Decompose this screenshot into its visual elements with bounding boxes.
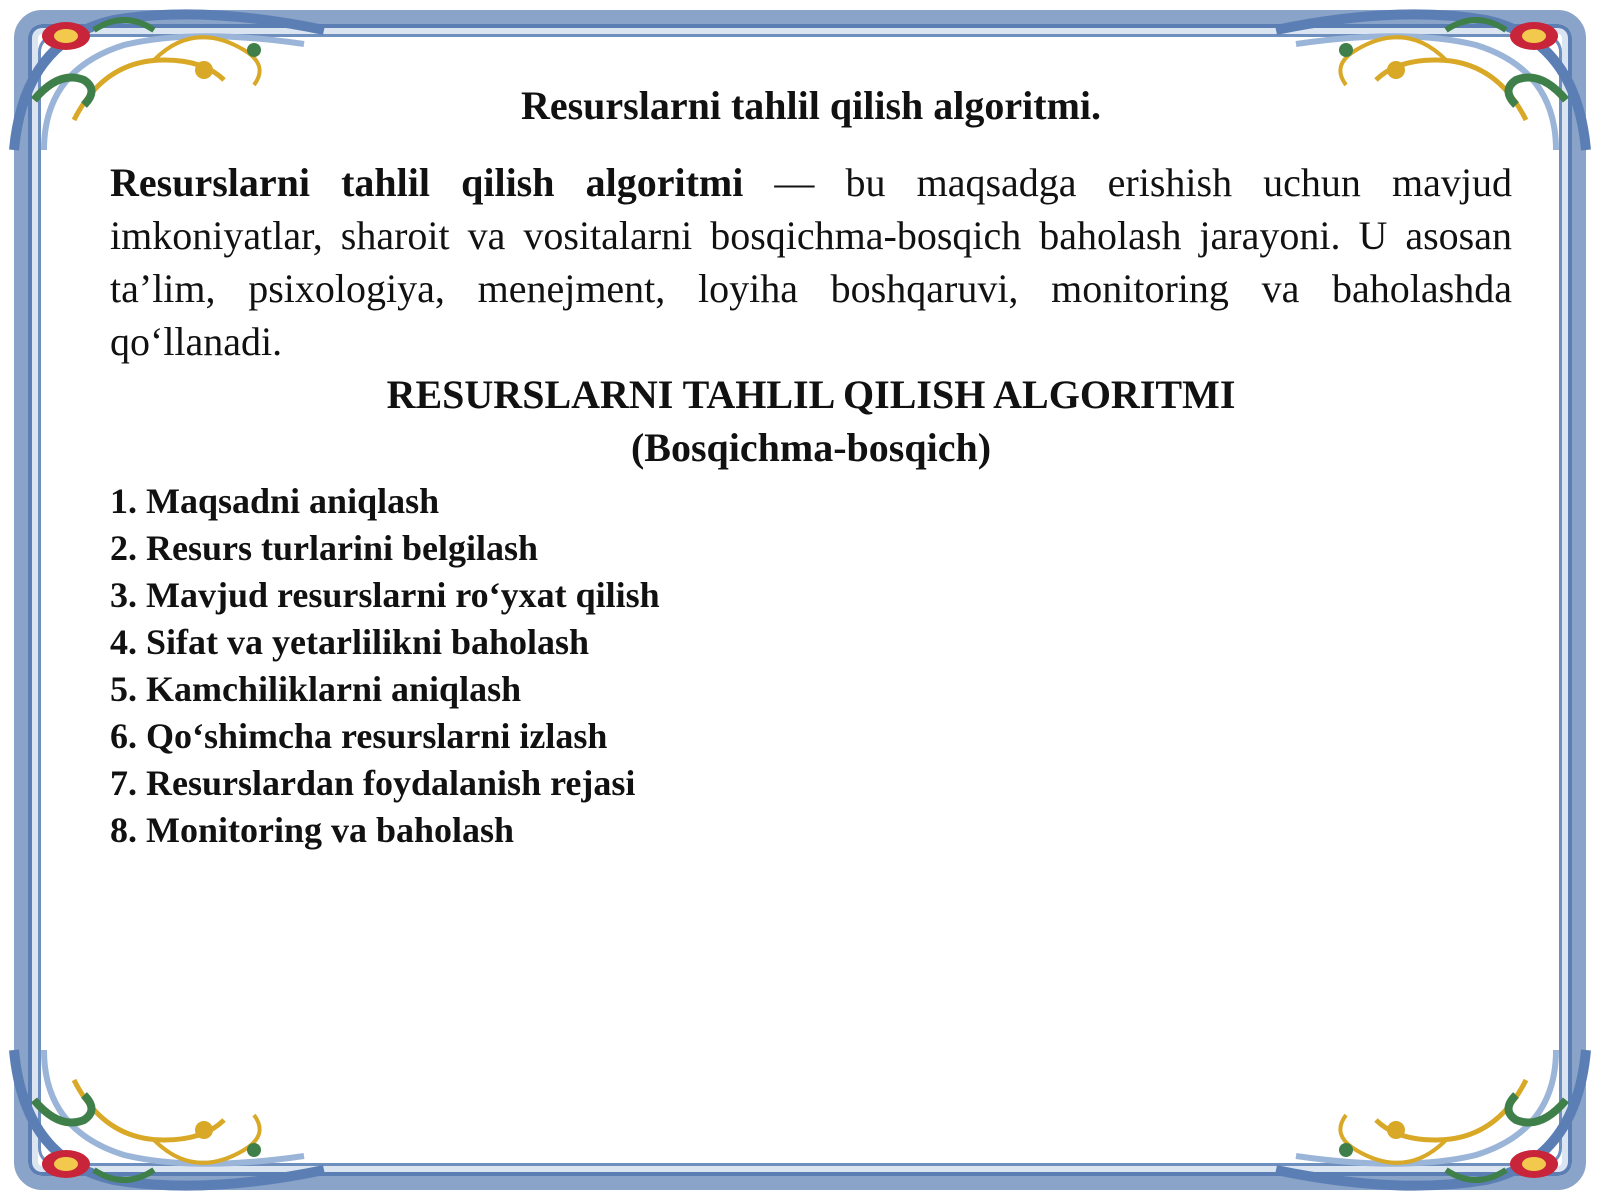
list-item: 6. Qo‘shimcha resurslarni izlash (110, 716, 608, 756)
list-item: 3. Mavjud resurslarni ro‘yxat qilish (110, 575, 660, 615)
list-item: 8. Monitoring va baholash (110, 810, 515, 850)
algorithm-subheading: (Bosqichma-bosqich) (630, 425, 992, 470)
list-item: 5. Kamchiliklarni aniqlash (110, 669, 522, 709)
definition-paragraph (110, 156, 1512, 368)
slide-title: Resurslarni tahlil qilish algoritmi. (520, 83, 1102, 128)
definition-term: Resurslarni tahlil qilish algoritmi (110, 160, 744, 205)
floral-corner-ornament-icon (1266, 1030, 1596, 1200)
slide-content (110, 78, 1512, 854)
list-item: 2. Resurs turlarini belgilash (110, 528, 539, 568)
list-item: 4. Sifat va yetarlilikni baholash (110, 622, 590, 662)
steps-list (110, 478, 1512, 854)
definition-text: — bu maqsadga erishish uchun mavjud imkoniyatlar, sharoit va vositalarni bosqichma-bosqich baholash jarayoni. U asosan ta’lim, psixologiya, menejment, loyiha boshqaruvi, monitoring va baholashda qo‘llanadi. (110, 160, 1512, 364)
list-item: 1. Maqsadni aniqlash (110, 481, 440, 521)
list-item: 7. Resurslardan foydalanish rejasi (110, 763, 636, 803)
algorithm-heading: RESURSLARNI TAHLIL QILISH ALGORITMI (386, 372, 1236, 417)
floral-corner-ornament-icon (4, 1030, 334, 1200)
